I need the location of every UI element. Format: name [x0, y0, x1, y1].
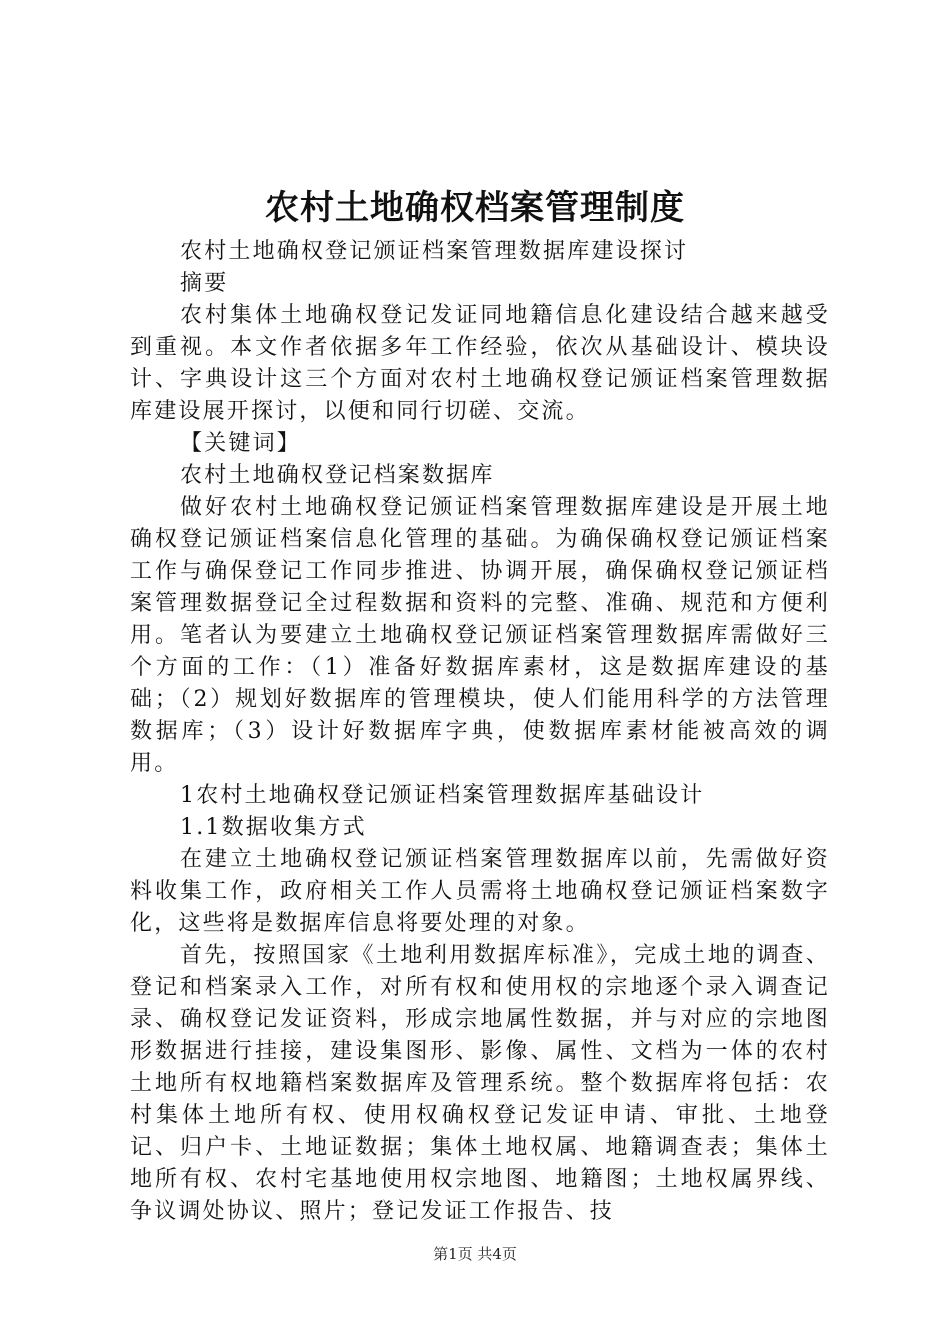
paragraph-data-collection: 在建立土地确权登记颁证档案管理数据库以前，先需做好资料收集工作，政府相关工作人员需将土地确权登记颁证档案数字化，这些将是数据库信息将要处理的对象。 [130, 847, 830, 936]
document-title: 农村土地确权档案管理制度 [265, 188, 685, 228]
paragraph-abstract: 农村集体土地确权登记发证同地籍信息化建设结合越来越受到重视。本文作者依据多年工作经验，依次从基础设计、模块设计、字典设计这三个方面对农村土地确权登记颁证档案管理数据库建设展开探讨，以便和同行切磋、交流。 [130, 303, 830, 424]
page-footer: 第1页 共4页 [433, 1245, 517, 1263]
paragraph-keywords-heading: 【关键词】 [180, 431, 302, 456]
section-heading-1: 1农村土地确权登记颁证档案管理数据库基础设计 [180, 783, 705, 808]
paragraph-introduction: 做好农村土地确权登记颁证档案管理数据库建设是开展土地确权登记颁证档案信息化管理的基础。为确保确权登记颁证档案工作与确保登记工作同步推进、协调开展，确保确权登记颁证档案管理数据登记全过程数据和资料的完整、准确、规范和方便利用。笔者认为要建立土地确权登记颁证档案管理数据库需做好三个方面的工作：（1）准备好数据库素材，这是数据库建设的基础；（2）规划好数据库的管理模块，使人们能用科学的方法管理数据库；（3）设计好数据库字典，使数据库素材能被高效的调用。 [130, 495, 830, 776]
paragraph-subtitle: 农村土地确权登记颁证档案管理数据库建设探讨 [180, 239, 689, 264]
section-heading-1-1: 1.1数据收集方式 [180, 815, 367, 840]
paragraph-first-step: 首先，按照国家《土地利用数据库标准》，完成土地的调查、登记和档案录入工作，对所有权和使用权的宗地逐个录入调查记录、确权登记发证资料，形成宗地属性数据，并与对应的宗地图形数据进行挂接，建设集图形、影像、属性、文档为一体的农村土地所有权地籍档案数据库及管理系统。整个数据库将包括：农村集体土地所有权、使用权确权登记发证申请、审批、土地登记、归户卡、土地证数据；集体土地权属、地籍调查表；集体土地所有权、农村宅基地使用权宗地图、地籍图；土地权属界线、争议调处协议、照片；登记发证工作报告、技 [130, 943, 830, 1224]
document-body [130, 236, 830, 1228]
paragraph-abstract-heading: 摘要 [180, 271, 229, 296]
paragraph-keywords: 农村土地确权登记档案数据库 [180, 463, 495, 488]
